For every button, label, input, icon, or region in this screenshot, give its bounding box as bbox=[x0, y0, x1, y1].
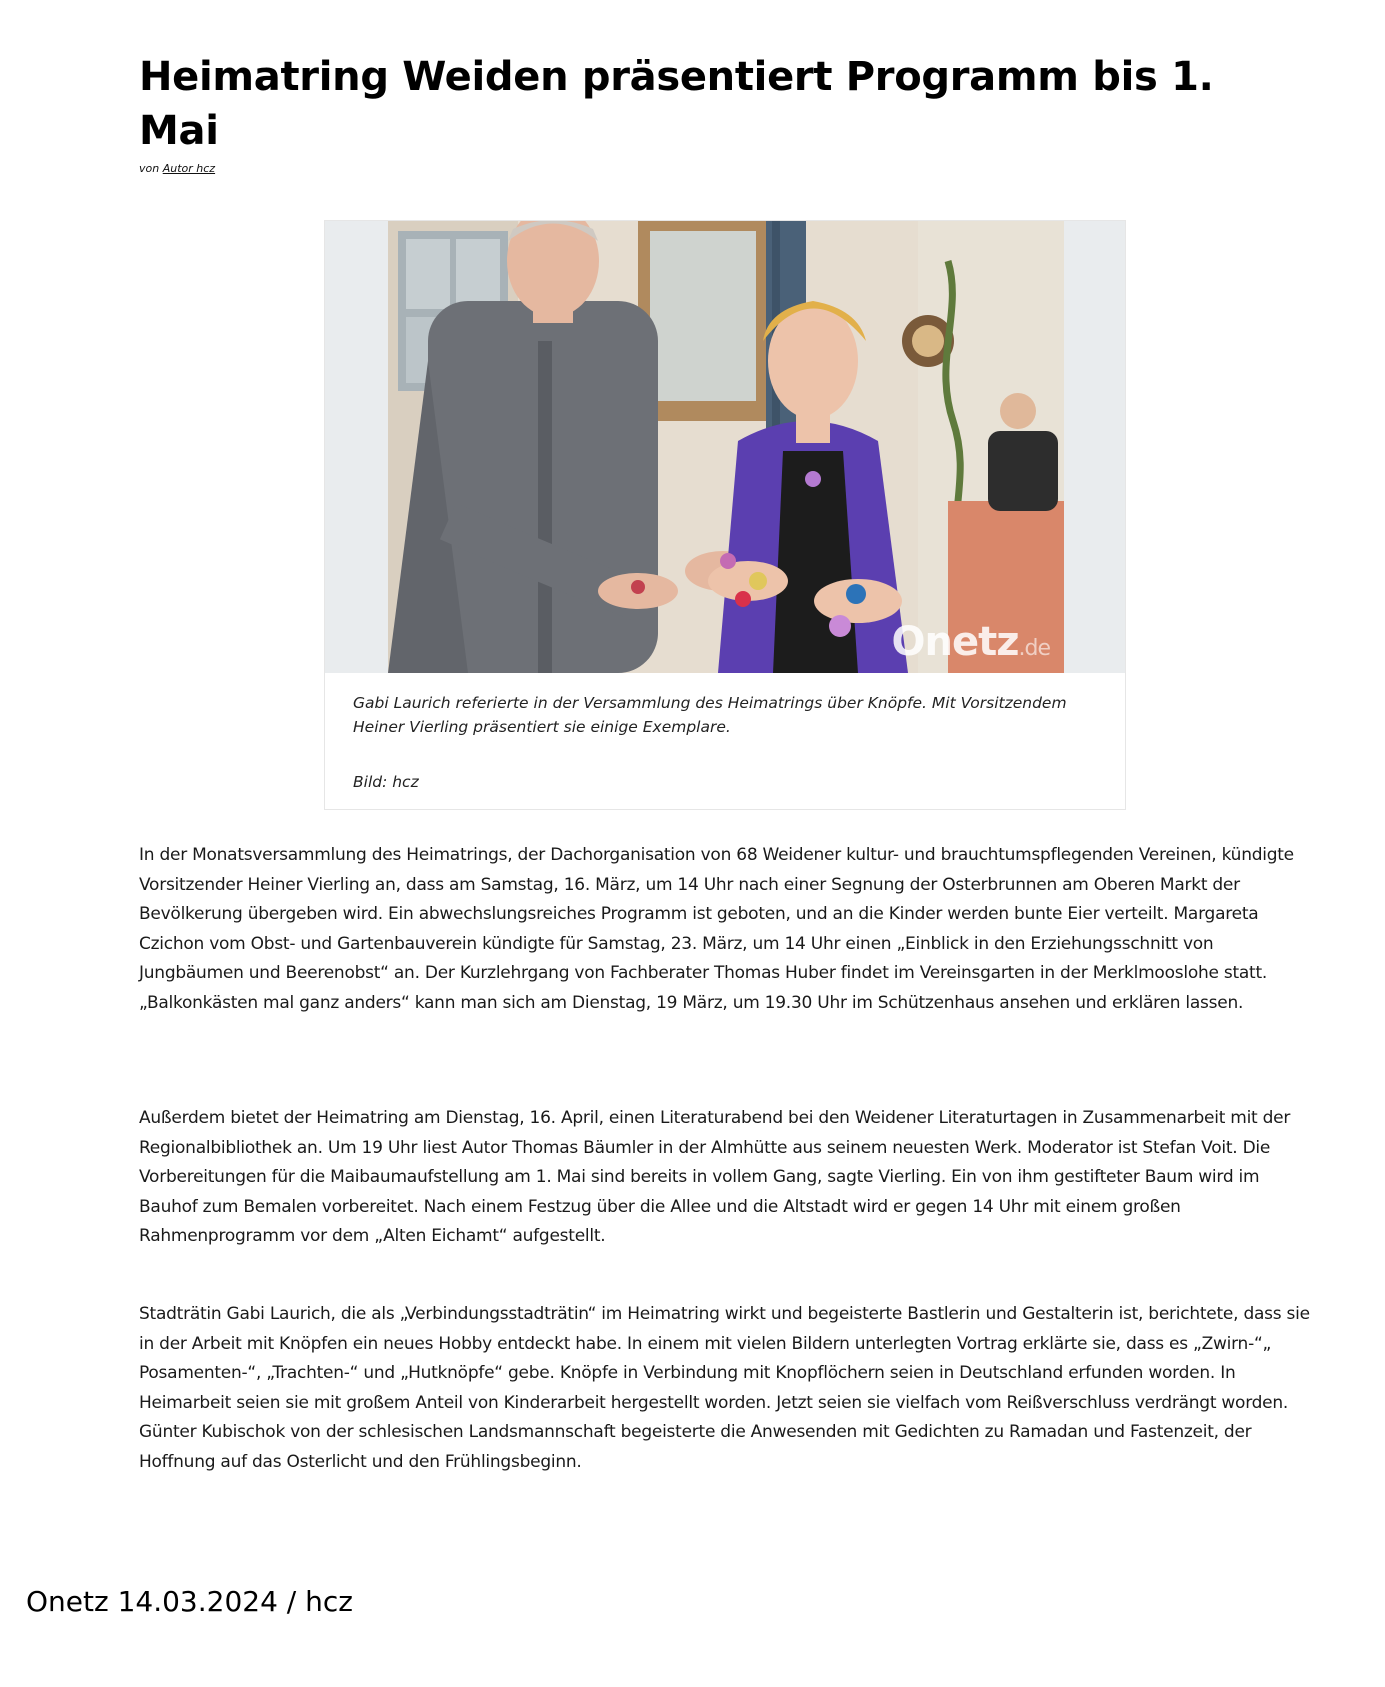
article-paragraph: Außerdem bietet der Heimatring am Dienstag, 16. April, einen Literaturabend bei den Weidener Literaturtagen in Zusammenarbeit mit der Regionalbibliothek an. Um 19 Uhr liest Autor Thomas Bäumler in der Almhütte aus seinem neuesten Werk. Moderator ist Stefan Voit. Die Vorbereitungen für die Maibaumaufstellung am 1. Mai sind bereits in vollem Gang, sagte Vierling. Ein von ihm gestifteter Baum wird im Bauhof zum Bemalen vorbereitet. Nach einem Festzug über die Allee und die Altstadt wird er gegen 14 Uhr mit einem großen Rahmenprogramm vor dem „Alten Eichamt“ aufgestellt. bbox=[139, 1108, 1291, 1246]
byline-prefix: von bbox=[139, 162, 160, 175]
watermark-logo: Onetz.de bbox=[891, 619, 1050, 665]
article-paragraph: Stadträtin Gabi Laurich, die als „Verbindungsstadträtin“ im Heimatring wirkt und begeisterte Bastlerin und Gestalterin ist, berichtete, dass sie in der Arbeit mit Knöpfen ein neues Hobby entdeckt habe. In einem mit vielen Bildern unterlegten Vortrag erklärte sie, dass es „Zwirn-“„ Posamenten-“, „Trachten-“ und „Hutknöpfe“ gebe. Knöpfe in Verbindung mit Knopflöchern seien in Deutschland erfunden worden. In Heimarbeit seien sie mit großem Anteil von Kinderarbeit hergestellt worden. Jetzt seien sie vielfach vom Reißverschluss verdrängt worden. Günter Kubischok von der schlesischen Landsmannschaft begeisterte die Anwesenden mit Gedichten zu Ramadan und Fastenzeit, der Hoffnung auf das Osterlicht und den Frühlingsbeginn. bbox=[139, 1304, 1310, 1472]
article-title: Heimatring Weiden präsentiert Programm bis 1. Mai bbox=[139, 54, 1214, 154]
photo-credit: Bild: hcz bbox=[353, 773, 419, 791]
author-link[interactable]: Autor hcz bbox=[162, 162, 216, 175]
photo-caption: Gabi Laurich referierte in der Versammlung des Heimatrings über Knöpfe. Mit Vorsitzendem Heiner Vierling präsentiert sie einige Exemplare. bbox=[353, 694, 1067, 736]
article-paragraph: In der Monatsversammlung des Heimatrings, der Dachorganisation von 68 Weidener kultur- und brauchtumspflegenden Vereinen, kündigte Vorsitzender Heiner Vierling an, dass am Samstag, 16. März, um 14 Uhr nach einer Segnung der Osterbrunnen am Oberen Markt der Bevölkerung übergeben wird. Ein abwechslungsreiches Programm ist geboten, und an die Kinder werden bunte Eier verteilt. Margareta Czichon vom Obst- und Gartenbauverein kündigte für Samstag, 23. März, um 14 Uhr einen „Einblick in den Erziehungsschnitt von Jungbäumen und Beerenobst“ an. Der Kurzlehrgang von Fachberater Thomas Huber findet im Vereinsgarten in der Merklmooslohe statt. „Balkonkästen mal ganz anders“ kann man sich am Dienstag, 19 März, um 19.30 Uhr im Schützenhaus ansehen und erklären lassen. bbox=[139, 845, 1294, 1013]
byline bbox=[139, 162, 215, 175]
article-figure bbox=[324, 220, 1126, 810]
photo-illustration bbox=[388, 221, 1064, 673]
source-footer: Onetz 14.03.2024 / hcz bbox=[26, 1585, 353, 1618]
photo-frame bbox=[325, 221, 1125, 673]
article-photo[interactable] bbox=[388, 221, 1064, 673]
